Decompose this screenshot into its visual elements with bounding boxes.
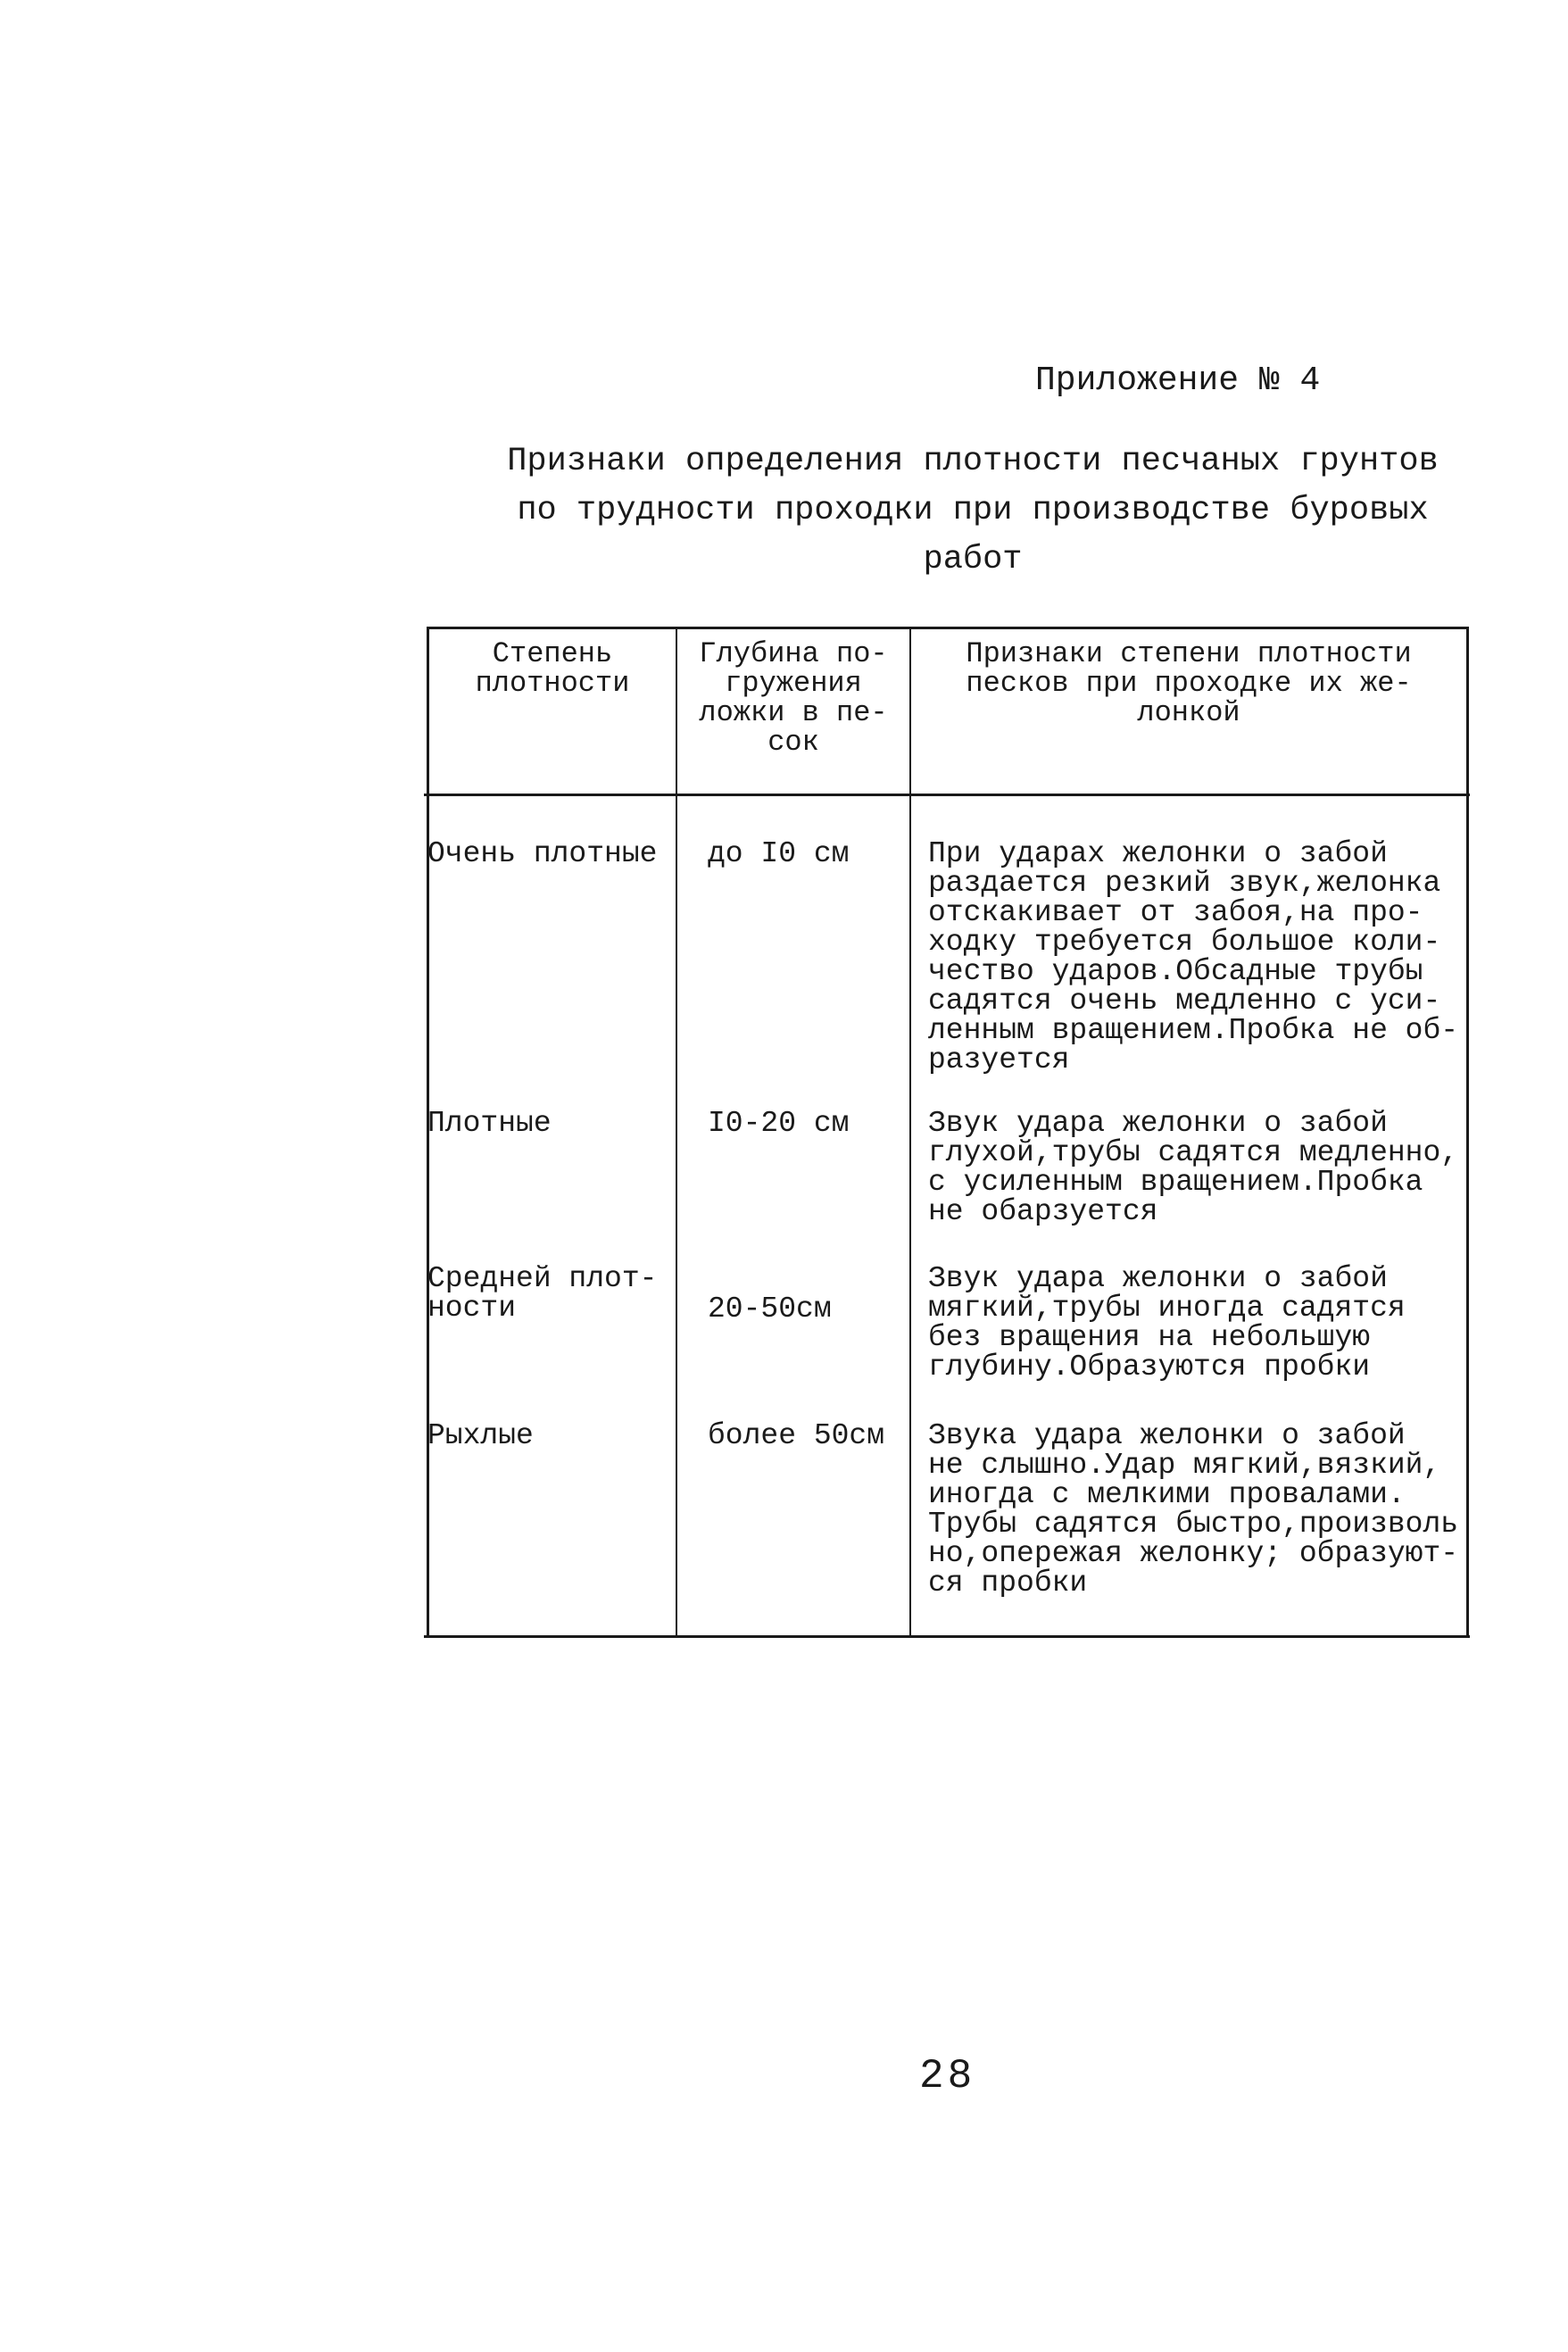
cell-line: раздается резкий звук,желонка bbox=[928, 867, 1441, 900]
header-line: Степень bbox=[492, 637, 613, 670]
table-row-4-signs bbox=[928, 1421, 1473, 1598]
table-row-1-signs bbox=[928, 839, 1473, 1075]
header-line: плотности bbox=[475, 667, 630, 700]
header-line: ложки в пе- bbox=[699, 696, 888, 729]
cell-line: глубину.Образуются пробки bbox=[928, 1351, 1371, 1384]
cell-line: но,опережая желонку; образуют- bbox=[928, 1537, 1459, 1570]
cell-line: Плотные bbox=[427, 1107, 552, 1140]
cell-line: Звук удара желонки о забой bbox=[928, 1262, 1388, 1295]
cell-line: При ударах желонки о забой bbox=[928, 837, 1388, 870]
header-line: сок bbox=[767, 726, 819, 759]
cell-line: Звука удара желонки о забой bbox=[928, 1419, 1406, 1452]
cell-line: глухой,трубы садятся медленно, bbox=[928, 1136, 1459, 1169]
cell-line: Рыхлые bbox=[427, 1419, 534, 1452]
title-line: работ bbox=[923, 541, 1023, 578]
title-line: Признаки определения плотности песчаных грунтов bbox=[507, 443, 1439, 480]
header-line: Глубина по- bbox=[699, 637, 888, 670]
cell-line: без вращения на небольшую bbox=[928, 1321, 1371, 1354]
header-line: лонкой bbox=[1137, 696, 1240, 729]
table-row-3-signs bbox=[928, 1264, 1473, 1382]
table-bottom-border bbox=[424, 1635, 1470, 1638]
table-row-2-signs bbox=[928, 1109, 1473, 1226]
cell-line: не слышно.Удар мягкий,вязкий, bbox=[928, 1449, 1441, 1482]
cell-line: ности bbox=[427, 1292, 517, 1325]
column-divider-1 bbox=[676, 627, 677, 1638]
table-top-border bbox=[428, 627, 1468, 629]
cell-line: с усиленным вращением.Пробка bbox=[928, 1166, 1423, 1199]
cell-line: садятся очень медленно с уси- bbox=[928, 985, 1441, 1018]
table-row-3-depth: 20-50см bbox=[708, 1292, 832, 1326]
cell-line: не обарзуется bbox=[928, 1195, 1158, 1228]
cell-line: Очень плотные bbox=[427, 837, 658, 870]
cell-line: иногда с мелкими провалами. bbox=[928, 1478, 1406, 1511]
cell-line: чество ударов.Обсадные трубы bbox=[928, 955, 1423, 988]
header-depth bbox=[677, 639, 909, 757]
cell-line: ходку требуется большое коли- bbox=[928, 926, 1441, 959]
cell-line: ся пробки bbox=[928, 1567, 1088, 1600]
appendix-label: Приложение № 4 bbox=[1035, 362, 1321, 400]
header-signs bbox=[911, 639, 1466, 727]
table-row-1-density bbox=[427, 839, 668, 868]
title-line: по трудности проходки при производстве буровых bbox=[517, 492, 1429, 529]
cell-line: Средней плот- bbox=[427, 1262, 658, 1295]
document-title bbox=[500, 437, 1446, 585]
header-line: песков при проходке их же- bbox=[966, 667, 1412, 700]
cell-line: мягкий,трубы иногда садятся bbox=[928, 1292, 1406, 1325]
header-density bbox=[429, 639, 676, 698]
table-row-1-depth: до I0 см bbox=[708, 837, 850, 870]
table-row-4-depth: более 50см bbox=[708, 1419, 885, 1452]
density-table bbox=[424, 627, 1470, 1638]
page-number: 28 bbox=[919, 2053, 976, 2099]
header-bottom-rule bbox=[424, 794, 1470, 796]
header-line: гружения bbox=[725, 667, 862, 700]
table-row-3-density bbox=[427, 1264, 668, 1323]
table-row-2-density bbox=[427, 1109, 668, 1138]
cell-line: разуется bbox=[928, 1043, 1070, 1076]
cell-line: Звук удара желонки о забой bbox=[928, 1107, 1388, 1140]
cell-line: Трубы садятся быстро,произволь bbox=[928, 1508, 1459, 1541]
table-row-4-density bbox=[427, 1421, 668, 1450]
cell-line: ленным вращением.Пробка не об- bbox=[928, 1014, 1459, 1047]
cell-line: отскакивает от забоя,на про- bbox=[928, 896, 1423, 929]
table-row-2-depth: I0-20 см bbox=[708, 1107, 850, 1140]
header-line: Признаки степени плотности bbox=[966, 637, 1412, 670]
